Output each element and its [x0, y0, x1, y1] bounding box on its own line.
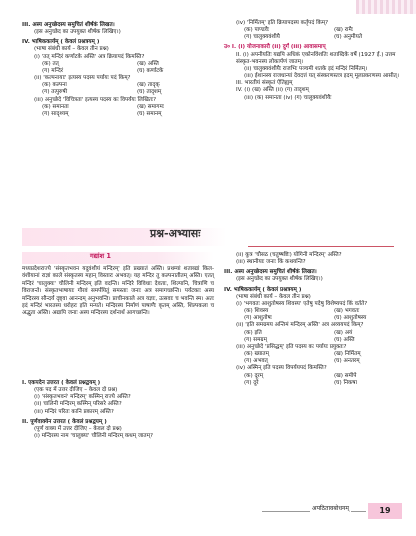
- option: (घ) तादृशम्: [137, 89, 162, 96]
- options-iii: [22, 104, 212, 118]
- left-bottom-column: [22, 380, 214, 440]
- option: (घ) अनतरम्: [334, 358, 360, 365]
- p1-note: (एक पद में उत्तर दीजिए – केवल दो प्रश्न): [34, 387, 118, 394]
- option: (ख) समागमः: [137, 103, 164, 110]
- q3b-title: III. अस्य अनुच्छेदस्य समुचितं शीर्षकं लिखत।: [224, 269, 317, 276]
- options-iv: [224, 27, 404, 41]
- question-ii2-b: (ii) 'इति समग्रमय अन्तिमं मन्दिरम् अस्ति' अत्र अव्ययपदं किम्?: [236, 322, 364, 329]
- option: (ख) निर्मितम्: [334, 351, 361, 358]
- options-i-b: [224, 308, 404, 322]
- option: (घ) निकषा: [334, 379, 357, 386]
- option: (क) इति: [244, 329, 262, 336]
- option: (ख) अयं: [334, 329, 353, 336]
- options-ii2-b: [224, 330, 404, 344]
- option: (ख) समीपे: [334, 372, 357, 379]
- option: (ग) सादृश्यम्: [42, 110, 69, 117]
- p2-title: II. पूर्णवाक्येन उत्तरत ( केवलं प्रश्नद्वयम् ): [22, 418, 107, 425]
- q4b-title: IV. भाषिककार्यम् ( केवलं प्रश्नत्रयम् ): [224, 286, 302, 293]
- top-decorative-strip: [356, 0, 416, 14]
- p1-question-iii: (iii) मन्दिरं परितः कानि प्रकारम् अस्ति?: [34, 408, 114, 415]
- question-iv2-b: (iv) अस्मिन् इति पदस्य विपर्ययपदं किमस्ति?: [236, 365, 327, 372]
- question-iii-b: (iii) स्थानीयाः जनाः किं कथयन्ति?: [236, 259, 306, 266]
- option: (ग) तत्पुरुषी: [42, 89, 68, 96]
- reading-passage: मध्यप्रदेशराज्ये 'संस्कृतभवन यदुवंशीयं मन्दिरम्' इति प्रख्यातं अस्ति। प्रथम्यां शताब्द्यां किल-वंशीयानां राज्ञां काले संस्कृतस्य महान् विस्तारः अभवत्। यह मन्दिर तु कल्पनातीतम् अस्ति। एतत् मन्दिरं 'चालुक्यः' चौलिनी मन्दिरम् इति वदन्ति। मन्दिरे विविधाः देवताः, शिल्पानि, चित्राणि च विराजन्ते। संस्कृतभाषायाः गौरवं समर्पयितुं समस्ताः जनाः अत्र समागच्छन्ति। पर्यटकाः अस्य मन्दिरस्य सौन्दर्यं दृष्ट्वा आनन्दम् अनुभवन्ति। प्राचीनकाले अत्र यज्ञाः, उत्सवाः च भवन्ति स्म। अतः इदं मन्दिरं भारतस्य धरोहरः इति मन्यते। मन्दिरस्य निर्माणं पाषाणैः कृतम् अस्ति, शिल्पकला च अद्भुता अस्ति। अद्यापि जनाः अस्य मन्दिरस्य दर्शनार्थं आगच्छन्ति।: [22, 266, 214, 317]
- question-ii-b: (ii) कुत्र 'चौसठ (चतुष्षष्टिः) योगिनी मन्दिरम्' अस्ति?: [236, 252, 342, 258]
- page-number: 19: [368, 503, 402, 519]
- section-banner: [22, 228, 394, 246]
- question-iv: (iv) 'निर्मितम्' इति क्रियापदस्य कर्तृपदं किम्?: [236, 20, 329, 26]
- q3b-note: (इस अनुच्छेद का उपयुक्त शीर्षक लिखिए।): [236, 276, 323, 283]
- option: (क) तत्: [42, 60, 59, 67]
- question-i: (i) 'तत् मन्दिरं कर्णाटके अस्ति' अत्र क्रियापदं किमस्ति?: [34, 53, 145, 60]
- p1-title: I. एकपदेन उत्तरत ( केवलं प्रश्नद्वयम् ): [22, 380, 101, 386]
- gadyansh-bar: [22, 252, 214, 264]
- page-footer: [262, 505, 402, 519]
- p2-note: (पूर्ण वाक्य में उत्तर दीजिए – केवल दो प्रश्न): [34, 425, 122, 432]
- answer-ii-2: (ii) चालुक्यवंशीयैः राजभिः पञ्चमी शतके इदं मन्दिरं निर्मितम्।: [244, 65, 368, 72]
- option: (क) ख्यातम्: [244, 351, 269, 358]
- option: (क) दूरम्: [244, 372, 264, 379]
- option: (घ) कर्णाटके: [137, 67, 164, 74]
- answer-ii: II. (i) अपनीयतिः यद्यपि अधिकं एकोनविंशतिः शताब्दिके वर्षे (1927 ई.) उत्तम संस्कृत-भवनस्य लोकार्पणं जातम्।: [236, 51, 396, 65]
- question-ii: (ii) 'कल्पनायाः' इत्यस्य पदस्य पर्यायः पदं किम्?: [34, 75, 131, 82]
- q3-note: (इस अनुच्छेद का उपयुक्त शीर्षक लिखिए।): [34, 29, 121, 36]
- options-ii: [22, 82, 212, 96]
- options-i: [22, 61, 212, 75]
- option: (क) शिवस्य: [244, 308, 269, 315]
- option: (ख) अस्ति: [137, 60, 159, 67]
- options-iii2-b: [224, 351, 404, 365]
- p1-question-i: (i) 'संस्कृतभवनं' मन्दिरम्' कस्मिन् राज्ये अस्ति?: [34, 394, 131, 401]
- banner-rule: [248, 246, 394, 247]
- footer-chapter: अपठितावबोधनम्: [312, 505, 349, 512]
- option: (घ) अस्ति: [334, 336, 355, 343]
- option: (घ) अनुमीयते: [334, 34, 363, 41]
- answer-iv: IV. (i) (ख) अस्ति (ii) (ग) तादृशम्: [236, 87, 309, 94]
- answer-iv-2: (iii) (क) समानता (iv) (ग) चालुक्यवंशीयैः: [244, 94, 332, 101]
- p2-question-i: (i) मन्दिरस्य नाम 'चालुक्यः' चौलिनी मन्दिरम् कथम् जातम्?: [34, 433, 153, 440]
- section-title: प्रश्न-अभ्यासः: [150, 227, 201, 240]
- option: (ख) तादृक्: [137, 82, 160, 89]
- right-bottom-column: [224, 252, 404, 387]
- p1-question-ii: (ii) चालिनी मन्दिरम् कस्मिन् परिसरे अस्ति?: [34, 401, 122, 408]
- option: (क) समानता: [42, 103, 69, 110]
- q4b-note: (भाषा संबंधी कार्य – केवल तीन प्रश्न): [236, 293, 311, 300]
- option: (घ) समानम्: [137, 110, 162, 117]
- answer-i: उ० I. (i) योजनाकारौ (ii) दुर्गं (iii) आवासमाप्: [224, 44, 326, 51]
- q3-title: III. अस्य अनुच्छेदस्य समुचितं शीर्षकं लिखत।: [22, 22, 115, 28]
- option: (क) कल्पना: [42, 82, 67, 89]
- option: (ख) रामैः: [334, 27, 353, 34]
- right-top-column: [224, 20, 404, 102]
- option: (क) पाण्डवैः: [244, 27, 269, 34]
- answer-iii: III. भारतीयं संस्कृतं ऐतिह्यम्: [236, 80, 293, 87]
- question-iii: (iii) अनुच्छेदे 'विचित्रता' इत्यस्य पदस्य कः विपर्ययः लिखितः?: [34, 96, 157, 103]
- q4-title: IV. भाषिककार्यम् ( केवलं प्रश्नत्रयम् ): [22, 39, 100, 46]
- gadyansh-heading: गद्यांश 1: [90, 252, 111, 260]
- option: (ग) आशुतोषः: [244, 315, 272, 322]
- question-i-b: (i) 'भगवतः आशुतोषस्य शिवस्य' एतेषु पदेषु विशेष्यपदं किं वर्तते?: [236, 300, 368, 307]
- answer-ii-3: (iii) ईशानस्य राजधान्यां देवदत्तं यत् संस्करणस्तत्र इदम् मूलप्रकरणस्य आसीत्।: [244, 73, 399, 80]
- option: (ख) भगवतः: [334, 308, 360, 315]
- option: (घ) आशुतोषस्य: [334, 315, 367, 322]
- question-iii2-b: (iii) अनुच्छेदे 'प्रसिद्धम्' इति पदस्य कः पर्यायः प्रयुक्तः?: [236, 343, 347, 350]
- option: (ग) चालुक्यवंशीयै: [244, 34, 280, 41]
- left-top-column: [22, 22, 212, 118]
- q4-note: (भाषा संबंधी कार्य – केवल तीन प्रश्न): [34, 46, 109, 53]
- options-iv2-b: [224, 373, 404, 387]
- option: (ग) समग्रम्: [244, 336, 267, 343]
- option: (ग) मन्दिरं: [42, 67, 64, 74]
- option: (ग) दूरे: [244, 379, 259, 386]
- option: (ग) अभवत्: [244, 358, 268, 365]
